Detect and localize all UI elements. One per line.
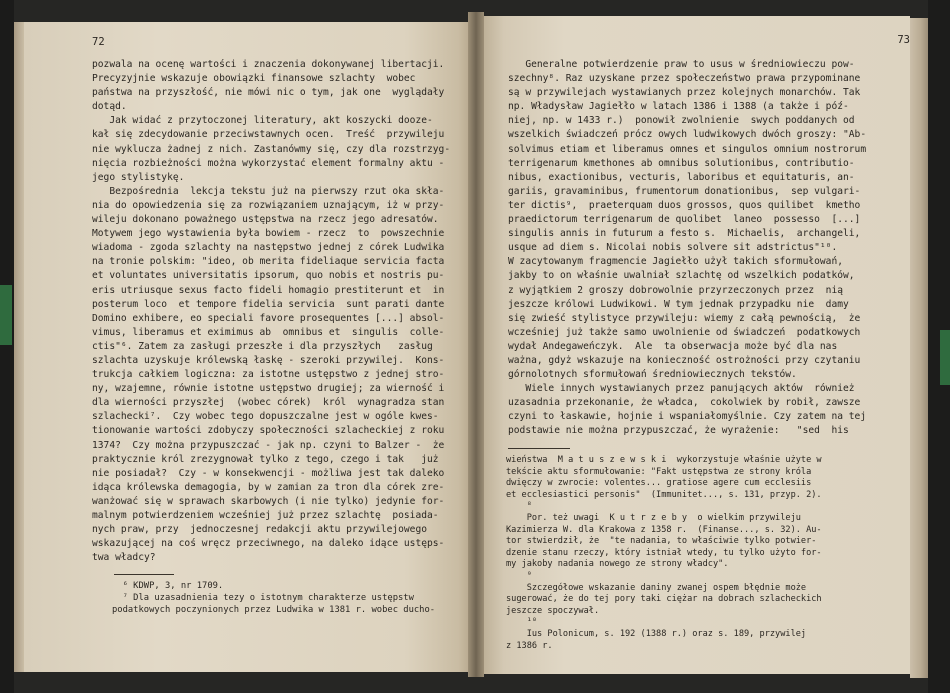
text-line: jeszcze królowi Ludwikowi. W tym jednak przypadku nie damy (508, 298, 849, 310)
page-number-left: 72 (92, 36, 105, 48)
footnote-line: z 1386 r. (506, 640, 553, 651)
footnote-line: my jakoby nadania nowego ze strony władcy". (506, 559, 729, 570)
text-line: et voluntates universitatis ipsorum, quo nobis et nostris pu- (92, 270, 445, 282)
text-line: nie posiadał? Czy - w konsekwencji - możliwa jest tak daleko (92, 467, 445, 479)
text-line: praktycznie król zrezygnował tylko z tego, czego i tak już (92, 453, 439, 465)
footnote-line: jeszcze spoczywał. (506, 605, 600, 616)
text-line: wanżować się w sprawach skarbowych (i nie tylko) jedynie for- (92, 495, 445, 507)
scan-edge-left (0, 0, 14, 693)
bookmark-tab-left (0, 285, 12, 345)
text-line: szlachta uzyskuje królewską łaskę - szeroki przywilej. Kons- (92, 354, 445, 366)
footnote-line: sugerować, że do tej pory taki ciężar na dobrach szlacheckich (506, 594, 822, 605)
footnote-line: ⁶ KDWP, 3, nr 1709. (112, 581, 224, 591)
text-line: ważna, gdyż wskazuje na konieczność ostrożności przy czytaniu (508, 354, 861, 366)
text-line: z wyjątkiem 2 groszy dobrowolnie przyrzeczonych przez nią (508, 284, 844, 296)
text-line: wiadoma - zgoda szlachty na następstwo jednej z córek Ludwika (92, 242, 445, 254)
text-line: ctis"⁶. Zatem za zasługi przeszłe i dla przyszłych zasług (92, 340, 433, 352)
footnote-line: Szczegółowe wskazanie daniny zwanej ospem błędnie może (506, 582, 807, 593)
text-line: wszelkich świadczeń prócz owych ludwikowych dwóch groszy: "Ab- (508, 129, 867, 141)
footnote-line: ⁷ Dla uzasadnienia tezy o istotnym charakterze ustępstw (112, 593, 414, 603)
text-line: np. Władysław Jagiełło w latach 1386 i 1388 (a także i póź- (508, 101, 849, 113)
left-page-body (92, 58, 450, 565)
text-line: dla wierności przyszłej (wobec córek) król wynagradza stan (92, 397, 445, 409)
page-stack-right (910, 18, 928, 678)
text-line: Bezpośrednia lekcja tekstu już na pierwszy rzut oka skła- (92, 185, 445, 197)
right-page-body (508, 58, 866, 439)
footnote-line: podatkowych poczynionych przez Ludwika w 1381 r. wobec ducho- (112, 605, 436, 615)
text-line: podstawie nie można przypuszczać, że wyrażenie: "sed his (508, 425, 849, 437)
text-line: Wiele innych wystawianych przez panujących aktów również (508, 383, 855, 395)
footnote-line: Ius Polonicum, s. 192 (1388 r.) oraz s. 189, przywilej (506, 628, 807, 639)
text-line: ter dictis⁹, praeterquam duos grossos, quos quilibet kmetho (508, 199, 861, 211)
text-line: ny, wzajemne, równie istotne ustępstwo drugiej; za wierność i (92, 383, 445, 395)
footnote-line: dzenie stanu rzeczy, który istniał wtedy, tu tylko użyto for- (506, 547, 822, 558)
text-line: wileju dokonano poważnego ustępstwa na rzecz jego adresatów. (92, 214, 439, 226)
bookmark-tab-right (940, 330, 950, 385)
text-line: solvimus etiam et liberamus omnes et singulos omnium nostrorum (508, 143, 867, 155)
text-line: idąca królewska demagogia, by w zamian za tron dla córek zre- (92, 481, 445, 493)
text-line: Generalne potwierdzenie praw to usus w średniowieczu pow- (508, 59, 855, 70)
text-line: singulis annis in futurum a festo s. Michaelis, archangeli, (508, 228, 861, 240)
page-stack-left (14, 22, 24, 672)
text-line: nibus, exactionibus, vecturis, laboribus et equitaturis, an- (508, 171, 855, 183)
text-line: gariis, gravaminibus, frumentorum donationibus, sep vulgari- (508, 185, 861, 197)
text-line: kał się zdecydowanie przeciwstawnych ocen. Treść przywileju (92, 129, 445, 141)
footnote-line: ¹⁰ (506, 617, 538, 628)
text-line: twa władcy? (92, 552, 156, 564)
text-line: malnym potwierdzeniem wcześniej już przez szlachtę posiada- (92, 510, 439, 521)
text-line: państwa na przyszłość, nie mówi nic o tym, jak one wyglądały (92, 87, 445, 99)
text-line: Motywem jego wystawienia była bowiem - rzecz to powszechnie (92, 228, 445, 240)
footnote-line: tekście aktu sformułowanie: "Fakt ustępstwa ze strony króla (506, 466, 812, 477)
text-line: pozwala na ocenę wartości i znaczenia dokonywanej libertacji. (92, 59, 445, 70)
text-line: uzasadnia przekonanie, że władca, cokolwiek by robił, zawsze (508, 397, 861, 409)
text-line: czyni to łaskawie, hojnie i wspaniałomyślnie. Czy zatem na tej (508, 411, 867, 423)
footnote-line: ⁹ (506, 570, 532, 581)
text-line: są w przywilejach wystawianych przez kolejnych monarchów. Tak (508, 87, 861, 99)
text-line: W zacytowanym fragmencie Jagiełło użył takich sformułowań, (508, 256, 844, 268)
footnote-line: wieństwa M a t u s z e w s k i wykorzystuje właśnie użyte w (506, 455, 822, 465)
footnote-line: ⁸ (506, 501, 532, 512)
text-line: szechny⁸. Raz uzyskane przez społeczeństwo prawa przypominane (508, 73, 861, 85)
text-line: wydał Andegaweńczyk. Ale ta obserwacja może być dla nas (508, 340, 838, 352)
footnote-rule-right (508, 448, 570, 449)
footnote-line: et ecclesiastici personis" (Immunitet..., s. 131, przyp. 2). (506, 489, 822, 500)
page-number-right: 73 (897, 34, 910, 46)
book-gutter (468, 12, 484, 677)
text-line: szlachecki⁷. Czy wobec tego dopuszczalne jest w ogóle kwes- (92, 411, 439, 423)
text-line: posterum loco et tempore fidelia servicia sunt parati dante (92, 298, 445, 310)
right-page-footnotes (506, 455, 822, 652)
text-line: nięcia rozbieżności można wykorzystać element formalny aktu - (92, 157, 445, 169)
footnote-rule-left (114, 574, 174, 575)
text-line: praedictorum terrigenarum de quolibet laneo possesso [...] (508, 214, 861, 226)
text-line: się zwieść stylistyce przywileju: wiemy z całą pewnością, że (508, 312, 861, 324)
footnote-line: Kazimierza W. dla Krakowa z 1358 r. (Finanse..., s. 32). Au- (506, 524, 822, 535)
text-line: górnolotnych sformułowań średniowiecznych tekstów. (508, 369, 797, 381)
text-line: niej, np. w 1433 r.) ponowił zwolnienie swych poddanych od (508, 115, 855, 127)
text-line: usque ad diem s. Nicolai nobis solvere sit adstrictus"¹⁰. (508, 242, 838, 254)
text-line: 1374? Czy można przypuszczać - jak np. czyni to Balzer - że (92, 439, 445, 451)
text-line: Jak widać z przytoczonej literatury, akt koszycki dooze- (92, 115, 433, 127)
text-line: tionowanie wartości zdobyczy społeczności szlacheckiej z roku (92, 425, 445, 437)
text-line: eris utriusque sexus facto fideli homagio prestiterunt et in (92, 284, 445, 296)
text-line: vimus, liberamus et eximimus ab omnibus et singulis colle- (92, 326, 445, 338)
text-line: nie wyklucza żadnej z nich. Zastanówmy się, czy dla rozstrzyg- (92, 143, 451, 155)
text-line: terrigenarum kmethones ab omnibus solutionibus, contributio- (508, 157, 855, 169)
text-line: Precyzyjnie wskazuje obowiązki finansowe szlachty wobec (92, 73, 416, 85)
text-line: na tronie polskim: "ideo, ob merita fideliaque servicia facta (92, 256, 445, 268)
text-line: jego stylistykę. (92, 171, 185, 183)
left-page-footnotes (112, 580, 435, 616)
text-line: nia do opowiedzenia się za rozwiązaniem uznającym, iż w przy- (92, 199, 445, 211)
text-line: Domino exhibere, eo speciali favore prosequentes [...] absol- (92, 312, 445, 324)
text-line: dotąd. (92, 101, 127, 113)
footnote-line: dwięczy w zwrocie: volentes... gratiose agere cum ecclesiis (506, 478, 812, 489)
text-line: wcześniej już także samo uwolnienie od świadczeń podatkowych (508, 326, 861, 338)
text-line: jakby to on właśnie uwalniał szlachtę od wszelkich podatków, (508, 270, 855, 282)
text-line: wskazującej na coś wręcz przeciwnego, na daleko idące ustęps- (92, 538, 445, 550)
footnote-line: Por. też uwagi K u t r z e b y o wielkim przywileju (506, 512, 801, 523)
text-line: nych praw, przy jednoczesnej redakcji aktu przywilejowego (92, 524, 428, 536)
footnote-line: tor stwierdził, że "te nadania, to właściwie tylko potwier- (506, 536, 817, 547)
text-line: trukcja całkiem logiczna: za istotne ustępstwo z jednej stro- (92, 369, 445, 381)
